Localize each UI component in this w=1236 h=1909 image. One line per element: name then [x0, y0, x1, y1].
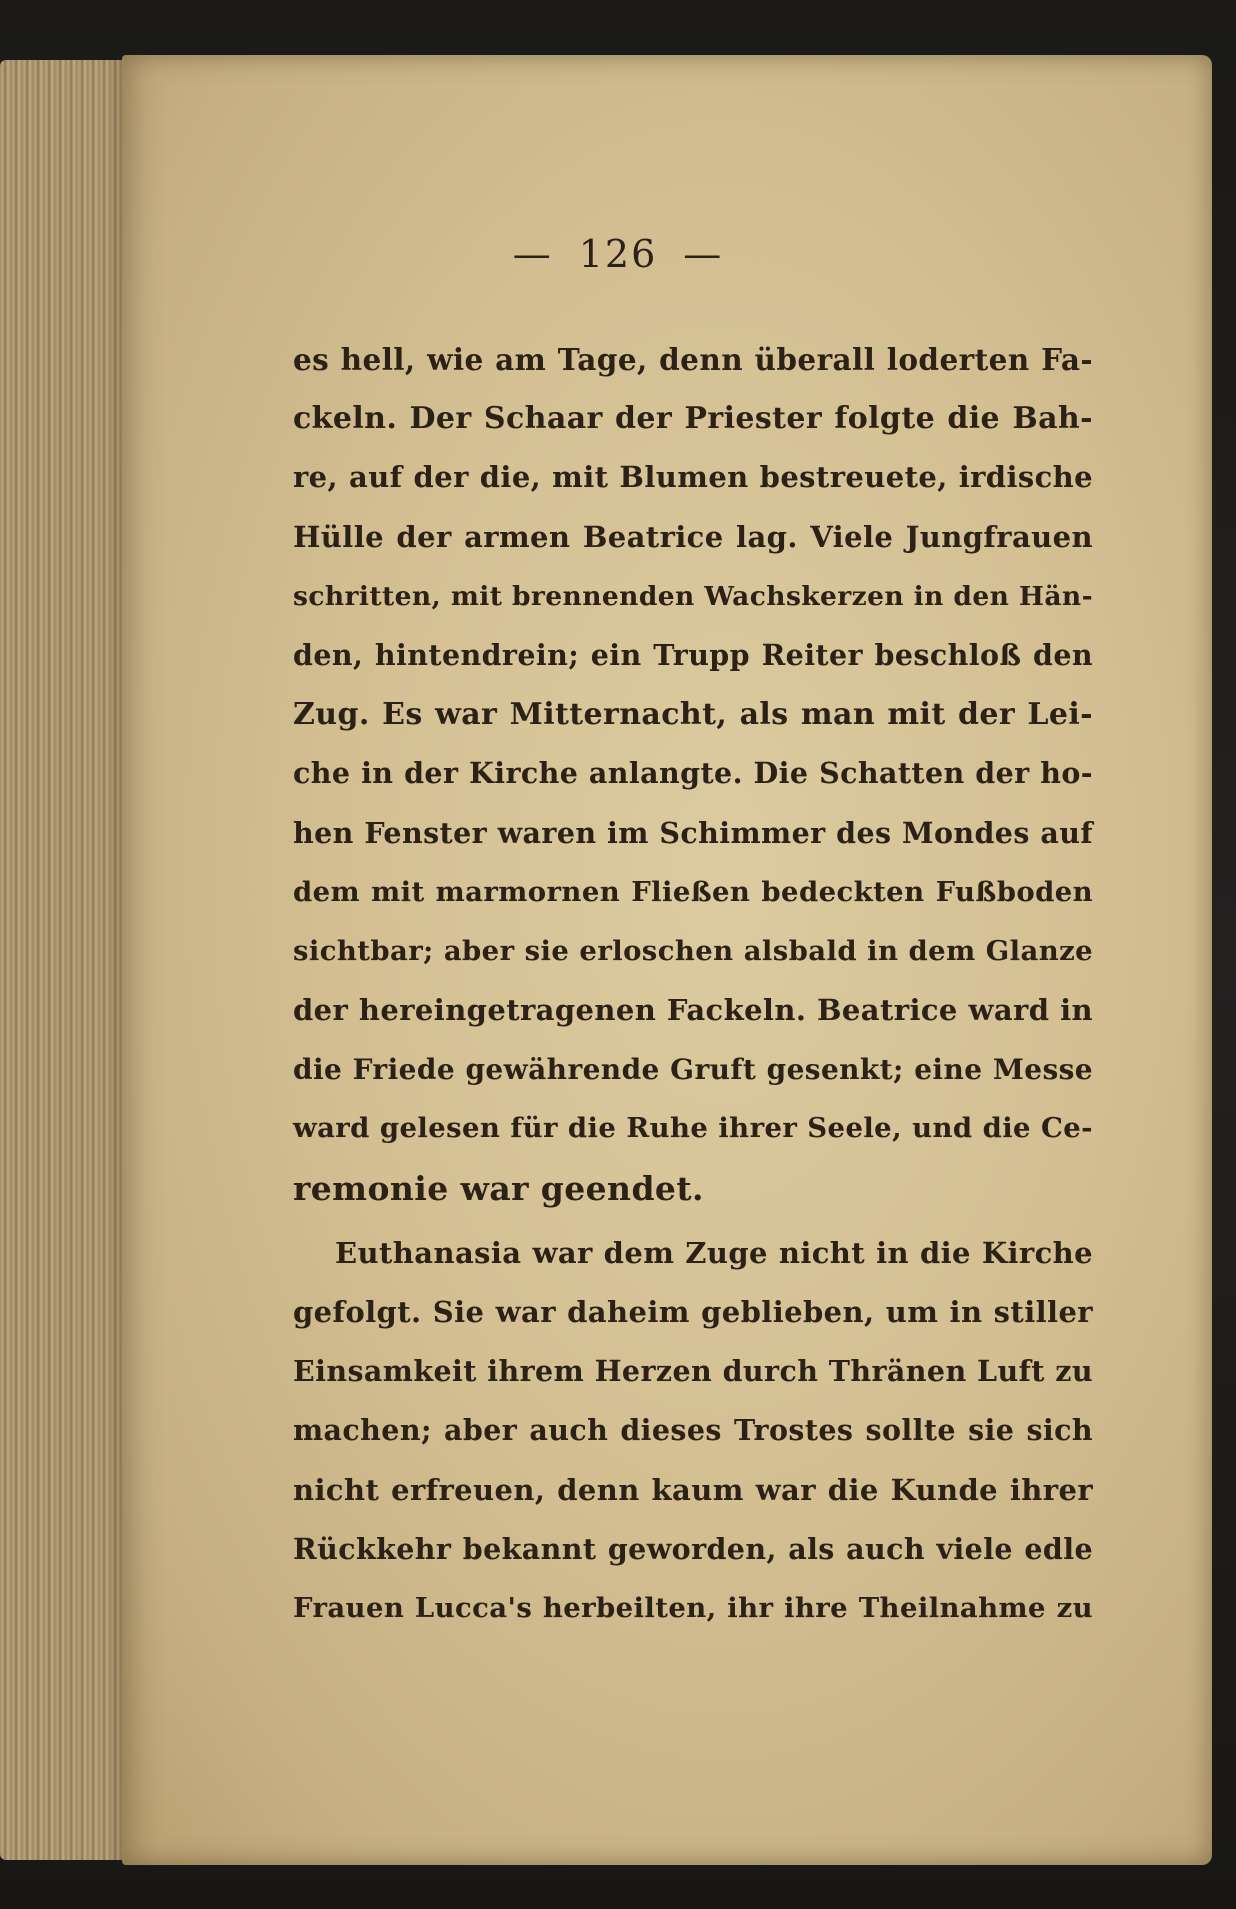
- text-line: hen Fenster waren im Schimmer des Mondes auf: [293, 815, 1093, 850]
- text-line: Zug. Es war Mitternacht, als man mit der Lei-: [293, 697, 1093, 733]
- page-number-dash-left: —: [512, 232, 553, 276]
- text-line: gefolgt. Sie war daheim geblieben, um in stiller: [293, 1295, 1093, 1329]
- text-line: Einsamkeit ihrem Herzen durch Thränen Luft zu: [293, 1354, 1093, 1389]
- page-number: [0, 232, 1236, 276]
- text-line: der hereingetragenen Fackeln. Beatrice ward in: [293, 993, 1093, 1028]
- paragraph-2: [293, 1224, 1093, 1638]
- text-line: es hell, wie am Tage, denn überall loderten Fa-: [293, 342, 1093, 377]
- text-line: re, auf der die, mit Blumen bestreuete, irdische: [293, 460, 1093, 495]
- text-line: Frauen Lucca's herbeilten, ihr ihre Theilnahme zu: [293, 1591, 1093, 1624]
- text-line: ckeln. Der Schaar der Priester folgte die Bah-: [293, 401, 1093, 437]
- page-edges: [0, 60, 135, 1860]
- page-number-value: 126: [578, 232, 658, 276]
- body-text: [293, 330, 1093, 1638]
- text-line: remonie war geendet.: [293, 1168, 704, 1208]
- text-line: nicht erfreuen, denn kaum war die Kunde ihrer: [293, 1472, 1093, 1507]
- text-line: Rückkehr bekannt geworden, als auch viele edle: [293, 1531, 1093, 1566]
- text-line: die Friede gewährende Gruft gesenkt; eine Messe: [293, 1053, 1093, 1087]
- page-number-dash-right: —: [683, 232, 724, 276]
- text-line: den, hintendrein; ein Trupp Reiter beschloß den: [293, 637, 1093, 672]
- text-line: machen; aber auch dieses Trostes sollte sie sich: [293, 1413, 1093, 1448]
- text-line: Euthanasia war dem Zuge nicht in die Kirche: [335, 1235, 1093, 1270]
- text-line: schritten, mit brennenden Wachskerzen in den Hän-: [293, 580, 1093, 612]
- text-line: Hülle der armen Beatrice lag. Viele Jungfrauen: [293, 519, 1093, 554]
- text-line: ward gelesen für die Ruhe ihrer Seele, und die Ce-: [293, 1112, 1093, 1145]
- text-line: sichtbar; aber sie erloschen alsbald in dem Glanze: [293, 934, 1093, 967]
- paragraph-1: [293, 330, 1093, 1218]
- text-line: dem mit marmornen Fließen bedeckten Fußboden: [293, 875, 1093, 908]
- text-line: che in der Kirche anlangte. Die Schatten der ho-: [293, 756, 1093, 791]
